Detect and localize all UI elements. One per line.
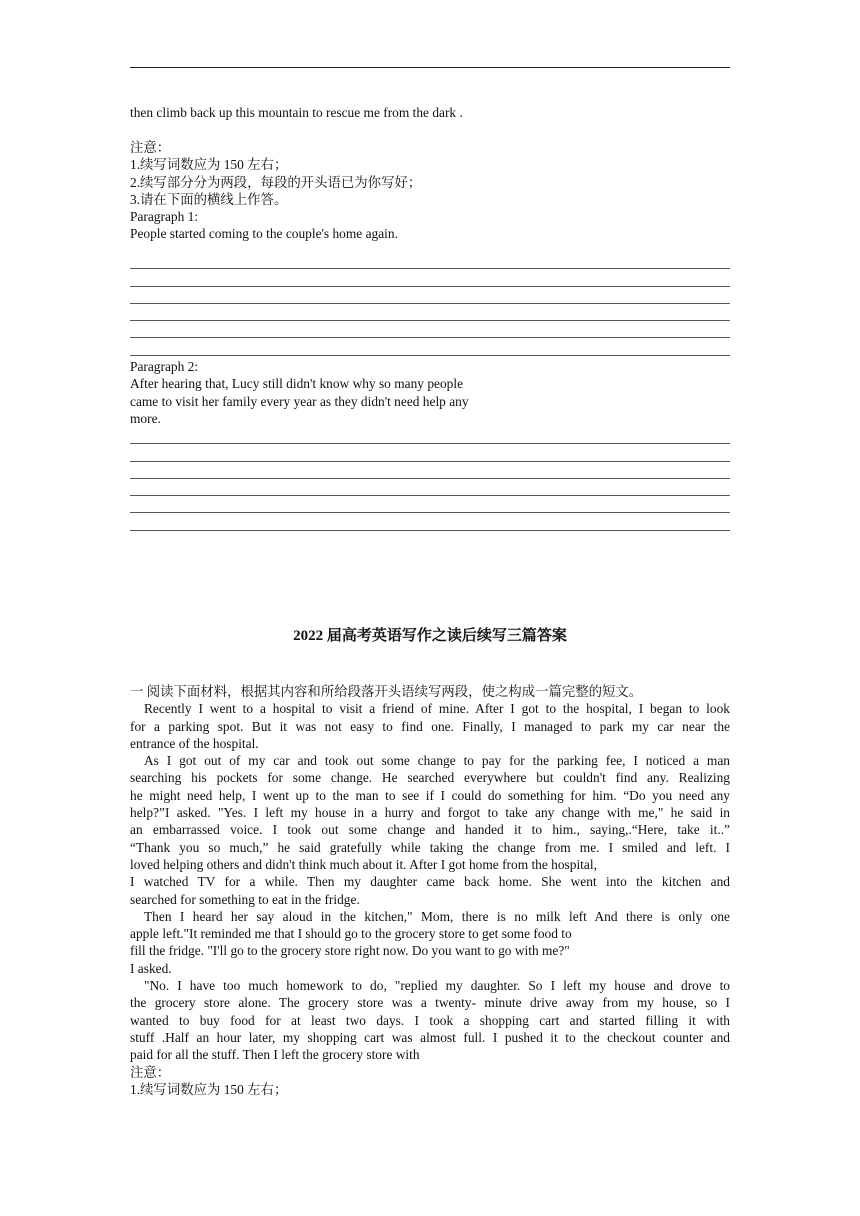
passage-line: entrance of the hospital. [130,735,259,751]
passage-line: for a parking spot. But it was not easy to find one. Finally, I managed to park my car near the [130,718,730,734]
answer-title: 2022 届高考英语写作之读后续写三篇答案 [293,628,567,644]
writing-line[interactable] [130,427,730,444]
writing-line[interactable] [130,321,730,338]
passage-line: Recently I went to a hospital to visit a friend of mine. After I got to the hospital, I began to look [144,701,730,717]
passage-line: loved helping others and didn't think much about it. After I got home from the hospital, [130,856,597,872]
paragraph-1-writing-lines[interactable] [130,252,730,356]
paragraph-2-opening-line: After hearing that, Lucy still didn't know why so many people [130,376,464,392]
section-instruction: 一 阅读下面材料，根据其内容和所给段落开头语续写两段，使之构成一篇完整的短文。 [130,684,643,699]
passage-line: stuff .Half an hour later, my shopping cart was almost full. I pushed it to the checkout counter and [130,1029,730,1045]
passage-line: I watched TV for a while. Then my daughter came back home. She went into the kitchen and [130,874,730,890]
previous-passage-ending [130,104,730,121]
passage-last-line: then climb back up this mountain to rescue me from the dark . [130,105,463,120]
writing-line[interactable] [130,252,730,269]
paragraph-1-opening: People started coming to the couple's home again. [130,226,398,242]
paragraph-2-block [130,358,730,427]
passage-line: the grocery store alone. The grocery store was a twenty- minute drive away from my house, so I [130,995,730,1011]
notes-heading: 注意： [130,1064,171,1080]
passage-line: help?”I asked. "Yes. I left my house in a hurry and forgot to take any change with me," he said in [130,805,730,821]
passage-line: searching his pockets for some change. He searched everywhere but couldn't find any. Realizing [130,770,730,786]
writing-line[interactable] [130,496,730,513]
writing-line[interactable] [130,304,730,321]
note-item: 2.续写部分分为两段，每段的开头语已为你写好； [130,174,422,190]
passage-line: Then I heard her say aloud in the kitchen," Mom, there is no milk left And there is only one [144,908,730,924]
passage-line: fill the fridge. "I'll go to the grocery store right now. Do you want to go with me?" [130,943,570,959]
writing-line[interactable] [130,462,730,479]
reading-section [130,683,730,1098]
passage-line: "No. I have too much homework to do, "replied my daughter. So I left my house and drove to [144,978,730,994]
paragraph-2-label: Paragraph 2: [130,359,199,374]
passage-line: As I got out of my car and took out some change to pay for the parking fee, I noticed a man [144,753,730,769]
writing-line[interactable] [130,444,730,461]
notes-block [130,139,730,243]
note-item: 1.续写词数应为 150 左右； [130,157,288,173]
note-item: 3.请在下面的横线上作答。 [130,191,288,207]
passage-line: wanted to buy food for at least two days. I took a shopping cart and started filling it with [130,1012,730,1028]
note-item: 1.续写词数应为 150 左右； [130,1081,288,1097]
writing-line[interactable] [130,338,730,355]
paragraph-2-opening-line: came to visit her family every year as they didn't need help any [130,393,469,409]
passage-line: searched for something to eat in the fridge. [130,891,360,907]
passage-line: he might need help, I went up to the man to see if I could do something for him. “Do you need any [130,787,730,803]
paragraph-2-opening-line: more. [130,410,161,426]
paragraph-2-writing-lines[interactable] [130,427,730,531]
writing-line[interactable] [130,479,730,496]
notes-heading: 注意： [130,140,171,155]
paragraph-1-label: Paragraph 1: [130,209,199,225]
header-rule [130,67,730,68]
passage-line: an embarrassed voice. I took out some change and handed it to him., saying,.“Here, take it..” [130,822,730,838]
passage-line: paid for all the stuff. Then I left the grocery store with [130,1047,420,1063]
writing-line[interactable] [130,269,730,286]
passage-line: apple left."It reminded me that I should go to the grocery store to get some food to [130,926,572,942]
passage-line: “Thank you so much,” he said gratefully while taking the change from me. I smiled and left. I [130,839,730,855]
writing-line[interactable] [130,287,730,304]
writing-line[interactable] [130,513,730,530]
passage-line: I asked. [130,960,172,976]
